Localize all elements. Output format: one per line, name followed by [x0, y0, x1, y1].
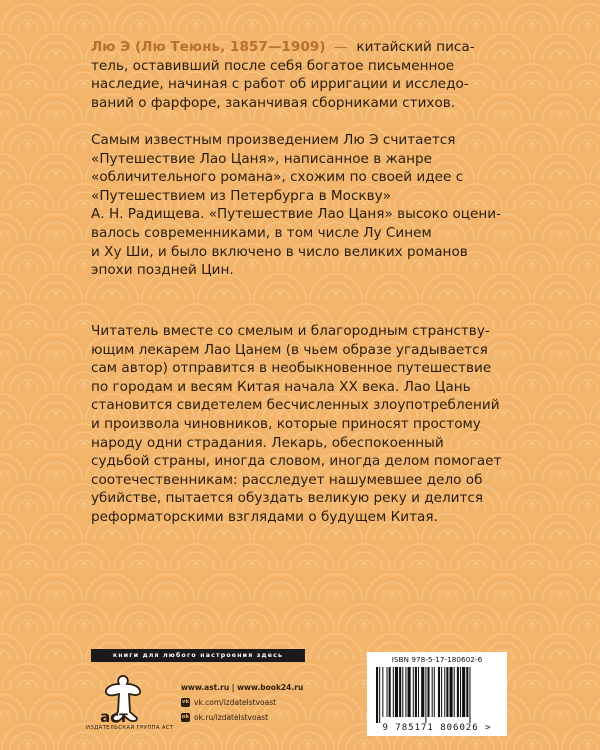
paragraph-line: по городам и весям Китая начала XX века. Лао Цань — [91, 378, 471, 395]
pattern-sprout — [81, 442, 87, 450]
pattern-sprout — [0, 472, 3, 480]
pattern-sprout — [0, 112, 3, 120]
pattern-arc — [0, 530, 10, 540]
pattern-arc — [0, 650, 10, 660]
intro-dash: — — [334, 39, 348, 55]
pattern-sprout — [53, 412, 59, 420]
pattern-sprout — [529, 622, 535, 630]
barcode-bar — [389, 667, 391, 717]
pattern-arc — [0, 462, 18, 480]
pattern-sprout — [109, 592, 115, 600]
paragraph-line: судьбой страны, иногда словом, иногда делом помогает — [91, 453, 502, 470]
pattern-sprout — [0, 652, 3, 660]
pattern-arc — [562, 244, 600, 270]
pattern-sprout — [165, 712, 171, 720]
barcode-bar — [379, 667, 380, 723]
pattern-sprout — [501, 112, 507, 120]
pattern-sprout — [557, 532, 563, 540]
pattern-arc — [570, 732, 600, 750]
pattern-sprout — [445, 292, 451, 300]
pattern-sprout — [81, 202, 87, 210]
pattern-sprout — [445, 112, 451, 120]
pattern-sprout — [193, 22, 199, 30]
barcode-bar — [418, 667, 419, 717]
pattern-sprout — [585, 502, 591, 510]
barcode-bar — [457, 667, 459, 717]
pattern-sprout — [389, 532, 395, 540]
pattern-arc — [570, 432, 600, 450]
pattern-sprout — [557, 172, 563, 180]
pattern-sprout — [53, 172, 59, 180]
pattern-sprout — [0, 52, 3, 60]
barcode-bar — [446, 667, 448, 717]
barcode-bar — [405, 667, 406, 717]
pattern-sprout — [53, 52, 59, 60]
pattern-sprout — [53, 112, 59, 120]
isbn-number: ISBN 978-5-17-180602-6 — [391, 655, 483, 664]
paragraph-line: эпохи поздней Цин. — [91, 262, 234, 279]
pattern-sprout — [585, 22, 591, 30]
barcode-bar — [425, 667, 426, 723]
pattern-arc — [0, 170, 10, 180]
pattern-sprout — [81, 682, 87, 690]
pattern-sprout — [0, 292, 3, 300]
pattern-sprout — [81, 142, 87, 150]
paragraph-line: сам автор) отправится в необыкновенное путешествие — [91, 360, 492, 377]
pattern-arc — [0, 42, 18, 60]
pattern-sprout — [25, 382, 31, 390]
pattern-sprout — [585, 622, 591, 630]
pattern-sprout — [445, 532, 451, 540]
author-name: Лю Э (Лю Теюнь, 1857—1909) — [91, 39, 326, 55]
ok-icon: ok — [181, 714, 190, 720]
barcode-bar — [387, 667, 388, 717]
pattern-sprout — [249, 742, 255, 750]
pattern-arc — [0, 522, 18, 540]
paragraph-line: «Путешествие Лао Цаня», написанное в жанре — [91, 150, 432, 167]
pattern-sprout — [0, 232, 3, 240]
publisher-links — [181, 680, 303, 725]
pattern-sprout — [249, 562, 255, 570]
pattern-sprout — [277, 292, 283, 300]
pattern-sprout — [53, 352, 59, 360]
pattern-sprout — [25, 142, 31, 150]
pattern-sprout — [277, 592, 283, 600]
paragraph-line: «обличительного романа», схожим по своей идее с — [91, 169, 464, 186]
pattern-sprout — [305, 22, 311, 30]
paragraph-line: А. Н. Радищева. «Путешествие Лао Цаня» высоко оцени- — [91, 206, 502, 223]
pattern-sprout — [81, 22, 87, 30]
barcode-bar — [382, 667, 383, 717]
pattern-sprout — [305, 622, 311, 630]
pattern-sprout — [557, 292, 563, 300]
pattern-arc — [0, 582, 18, 600]
pattern-sprout — [25, 442, 31, 450]
pattern-arc — [562, 484, 600, 510]
pattern-sprout — [389, 592, 395, 600]
pattern-sprout — [501, 532, 507, 540]
pattern-sprout — [361, 742, 367, 750]
pattern-sprout — [25, 262, 31, 270]
barcode-bar — [427, 667, 429, 717]
pattern-sprout — [137, 562, 143, 570]
pattern-sprout — [501, 292, 507, 300]
pattern-arc — [562, 124, 600, 150]
pattern-sprout — [25, 22, 31, 30]
pattern-arc — [570, 552, 600, 570]
logo-text: аст — [100, 708, 128, 726]
pattern-sprout — [221, 592, 227, 600]
pattern-sprout — [585, 382, 591, 390]
pattern-sprout — [557, 412, 563, 420]
pattern-arc — [570, 492, 600, 510]
pattern-sprout — [585, 322, 591, 330]
pattern-arc — [562, 544, 600, 570]
pattern-arc — [562, 4, 600, 30]
pattern-sprout — [277, 532, 283, 540]
pattern-sprout — [53, 712, 59, 720]
pattern-sprout — [81, 562, 87, 570]
paragraph-line: реформаторскими взглядами о будущем Китая. — [91, 508, 438, 525]
paragraph-line: Читатель вместе со смелым и благородным странству- — [91, 323, 490, 339]
pattern-sprout — [81, 82, 87, 90]
intro-line-2: тель, оставивший после себя богатое письменное — [91, 57, 455, 74]
pattern-sprout — [585, 202, 591, 210]
barcode-bar — [441, 667, 442, 717]
paragraph-line: и Ху Ши, и было включено в число великих романов — [91, 243, 468, 260]
barcode-panel — [367, 652, 507, 736]
pattern-sprout — [0, 712, 3, 720]
pattern-sprout — [109, 112, 115, 120]
ok-link[interactable] — [181, 710, 303, 725]
pattern-sprout — [109, 532, 115, 540]
pattern-arc — [570, 132, 600, 150]
pattern-arc — [0, 290, 10, 300]
pattern-arc — [0, 282, 18, 300]
pattern-sprout — [53, 652, 59, 660]
pattern-sprout — [193, 622, 199, 630]
description-paragraph-2 — [91, 322, 531, 527]
pattern-sprout — [417, 22, 423, 30]
pattern-arc — [570, 312, 600, 330]
barcode-bar — [376, 667, 378, 723]
pattern-sprout — [25, 502, 31, 510]
ok-url[interactable]: ok.ru/izdatelstvoast — [194, 713, 269, 722]
intro-line-1 — [91, 38, 531, 57]
paragraph-line: убийстве, пытается обуздать великую реку и делится — [91, 490, 484, 507]
pattern-sprout — [585, 142, 591, 150]
pattern-sprout — [249, 622, 255, 630]
pattern-sprout — [501, 592, 507, 600]
pattern-arc — [0, 342, 18, 360]
pattern-sprout — [81, 622, 87, 630]
pattern-arc — [0, 110, 10, 120]
barcode-icon — [374, 667, 502, 723]
pattern-arc — [570, 252, 600, 270]
barcode-bar — [438, 667, 440, 717]
pattern-sprout — [305, 742, 311, 750]
pattern-sprout — [165, 592, 171, 600]
pattern-sprout — [585, 742, 591, 750]
pattern-sprout — [109, 292, 115, 300]
pattern-sprout — [557, 352, 563, 360]
pattern-arc — [0, 642, 18, 660]
pattern-arc — [0, 402, 18, 420]
pattern-arc — [0, 710, 10, 720]
pattern-sprout — [333, 292, 339, 300]
pattern-sprout — [529, 562, 535, 570]
barcode-bar — [393, 667, 394, 717]
pattern-sprout — [81, 502, 87, 510]
pattern-sprout — [53, 592, 59, 600]
pattern-sprout — [585, 442, 591, 450]
barcode-digits: 9 785171 806026 > — [382, 723, 492, 733]
paragraph-line: ющим лекарем Лао Цанем (в чьем образе угадывается — [91, 341, 488, 358]
pattern-arc — [570, 72, 600, 90]
pattern-sprout — [305, 562, 311, 570]
barcode-bar — [432, 667, 433, 717]
pattern-arc — [0, 162, 18, 180]
barcode-bar — [466, 667, 468, 717]
pattern-sprout — [165, 532, 171, 540]
tagline-banner: книги для любого настроения здесь — [91, 649, 305, 662]
description-paragraph-1 — [91, 131, 531, 280]
pattern-sprout — [25, 202, 31, 210]
pattern-sprout — [389, 112, 395, 120]
pattern-sprout — [81, 322, 87, 330]
pattern-sprout — [473, 22, 479, 30]
pattern-sprout — [557, 112, 563, 120]
pattern-sprout — [249, 22, 255, 30]
vk-url[interactable]: vk.com/izdatelstvoast — [194, 698, 277, 707]
pattern-sprout — [585, 682, 591, 690]
pattern-sprout — [53, 532, 59, 540]
barcode-bar — [450, 667, 453, 717]
barcode-bar — [469, 667, 470, 723]
pattern-arc — [570, 372, 600, 390]
pattern-arc — [562, 664, 600, 690]
pattern-sprout — [25, 322, 31, 330]
pattern-sprout — [333, 652, 339, 660]
pattern-sprout — [305, 682, 311, 690]
pattern-sprout — [333, 592, 339, 600]
pattern-sprout — [361, 562, 367, 570]
vk-icon: vk — [181, 699, 190, 705]
pattern-sprout — [137, 622, 143, 630]
pattern-sprout — [53, 472, 59, 480]
websites[interactable]: www.ast.ru | www.book24.ru — [181, 683, 304, 692]
pattern-arc — [570, 672, 600, 690]
pattern-arc — [0, 590, 10, 600]
pattern-sprout — [473, 742, 479, 750]
pattern-sprout — [0, 592, 3, 600]
pattern-sprout — [53, 292, 59, 300]
pattern-sprout — [557, 592, 563, 600]
pattern-sprout — [333, 712, 339, 720]
pattern-arc — [562, 364, 600, 390]
pattern-sprout — [81, 382, 87, 390]
paragraph-line: «Путешествием из Петербурга в Москву» — [91, 187, 392, 204]
pattern-sprout — [557, 652, 563, 660]
pattern-arc — [0, 102, 18, 120]
barcode-bar — [413, 667, 414, 717]
intro-line-1-text: китайский писа- — [356, 39, 475, 55]
pattern-arc — [0, 470, 10, 480]
pattern-sprout — [193, 562, 199, 570]
pattern-sprout — [585, 82, 591, 90]
pattern-arc — [0, 410, 10, 420]
pattern-sprout — [137, 22, 143, 30]
pattern-sprout — [221, 112, 227, 120]
pattern-sprout — [557, 712, 563, 720]
pattern-sprout — [221, 292, 227, 300]
barcode-bar — [454, 667, 455, 717]
pattern-sprout — [25, 682, 31, 690]
vk-link[interactable] — [181, 695, 303, 710]
pattern-arc — [0, 350, 10, 360]
pattern-sprout — [445, 592, 451, 600]
pattern-sprout — [25, 82, 31, 90]
pattern-arc — [0, 50, 10, 60]
pattern-sprout — [53, 232, 59, 240]
paragraph-line: народу одни страдания. Лекарь, обеспокоенный — [91, 434, 444, 451]
publisher-name: ИЗДАТЕЛЬСКАЯ ГРУППА АСТ — [86, 725, 174, 731]
pattern-sprout — [193, 742, 199, 750]
pattern-sprout — [529, 22, 535, 30]
pattern-sprout — [333, 532, 339, 540]
pattern-arc — [562, 424, 600, 450]
pattern-arc — [562, 304, 600, 330]
pattern-arc — [0, 702, 18, 720]
barcode-bar — [434, 667, 435, 717]
paragraph-line: валось современниками, в том числе Лу Синем — [91, 224, 432, 241]
pattern-sprout — [165, 292, 171, 300]
pattern-sprout — [361, 22, 367, 30]
pattern-sprout — [557, 232, 563, 240]
pattern-arc — [570, 12, 600, 30]
pattern-sprout — [25, 622, 31, 630]
pattern-sprout — [333, 112, 339, 120]
pattern-sprout — [361, 622, 367, 630]
barcode-bar — [408, 667, 411, 717]
pattern-arc — [0, 222, 18, 240]
pattern-sprout — [529, 682, 535, 690]
pattern-arc — [0, 230, 10, 240]
pattern-sprout — [0, 532, 3, 540]
pattern-sprout — [137, 742, 143, 750]
paragraph-line: и произвола чиновников, которые приносят простому — [91, 415, 481, 432]
pattern-sprout — [417, 622, 423, 630]
pattern-arc — [570, 192, 600, 210]
pattern-sprout — [165, 112, 171, 120]
pattern-sprout — [585, 562, 591, 570]
pattern-sprout — [417, 742, 423, 750]
paragraph-line: Самым известным произведением Лю Э считается — [91, 132, 456, 148]
barcode-bar — [415, 667, 417, 717]
pattern-sprout — [473, 622, 479, 630]
intro-line-4: ваний о фарфоре, заканчивая сборниками стихов. — [91, 94, 456, 111]
barcode-bar — [421, 667, 424, 717]
barcode-bar — [399, 667, 401, 717]
pattern-sprout — [221, 532, 227, 540]
pattern-sprout — [585, 262, 591, 270]
pattern-arc — [562, 604, 600, 630]
barcode-bar — [444, 667, 445, 717]
author-intro — [91, 38, 531, 112]
pattern-arc — [570, 612, 600, 630]
pattern-arc — [562, 724, 600, 750]
pattern-arc — [562, 184, 600, 210]
pattern-sprout — [25, 562, 31, 570]
barcode-bar — [402, 667, 403, 717]
barcode-bar — [395, 667, 398, 717]
pattern-sprout — [417, 562, 423, 570]
pattern-sprout — [81, 742, 87, 750]
barcode-bar — [460, 667, 461, 717]
intro-line-3: наследие, начиная с работ об ирригации и исследо- — [91, 76, 469, 93]
pattern-arc — [562, 64, 600, 90]
pattern-sprout — [529, 742, 535, 750]
barcode-bar — [462, 667, 465, 717]
pattern-sprout — [25, 742, 31, 750]
paragraph-line: становится свидетелем бесчисленных злоупотреблений — [91, 397, 500, 414]
paragraph-line: соотечественникам: расследует нашумевшее дело об — [91, 471, 483, 488]
pattern-sprout — [0, 172, 3, 180]
pattern-sprout — [0, 352, 3, 360]
pattern-sprout — [277, 112, 283, 120]
pattern-sprout — [557, 472, 563, 480]
pattern-sprout — [557, 52, 563, 60]
pattern-sprout — [389, 292, 395, 300]
pattern-sprout — [81, 262, 87, 270]
pattern-sprout — [473, 562, 479, 570]
pattern-sprout — [0, 412, 3, 420]
